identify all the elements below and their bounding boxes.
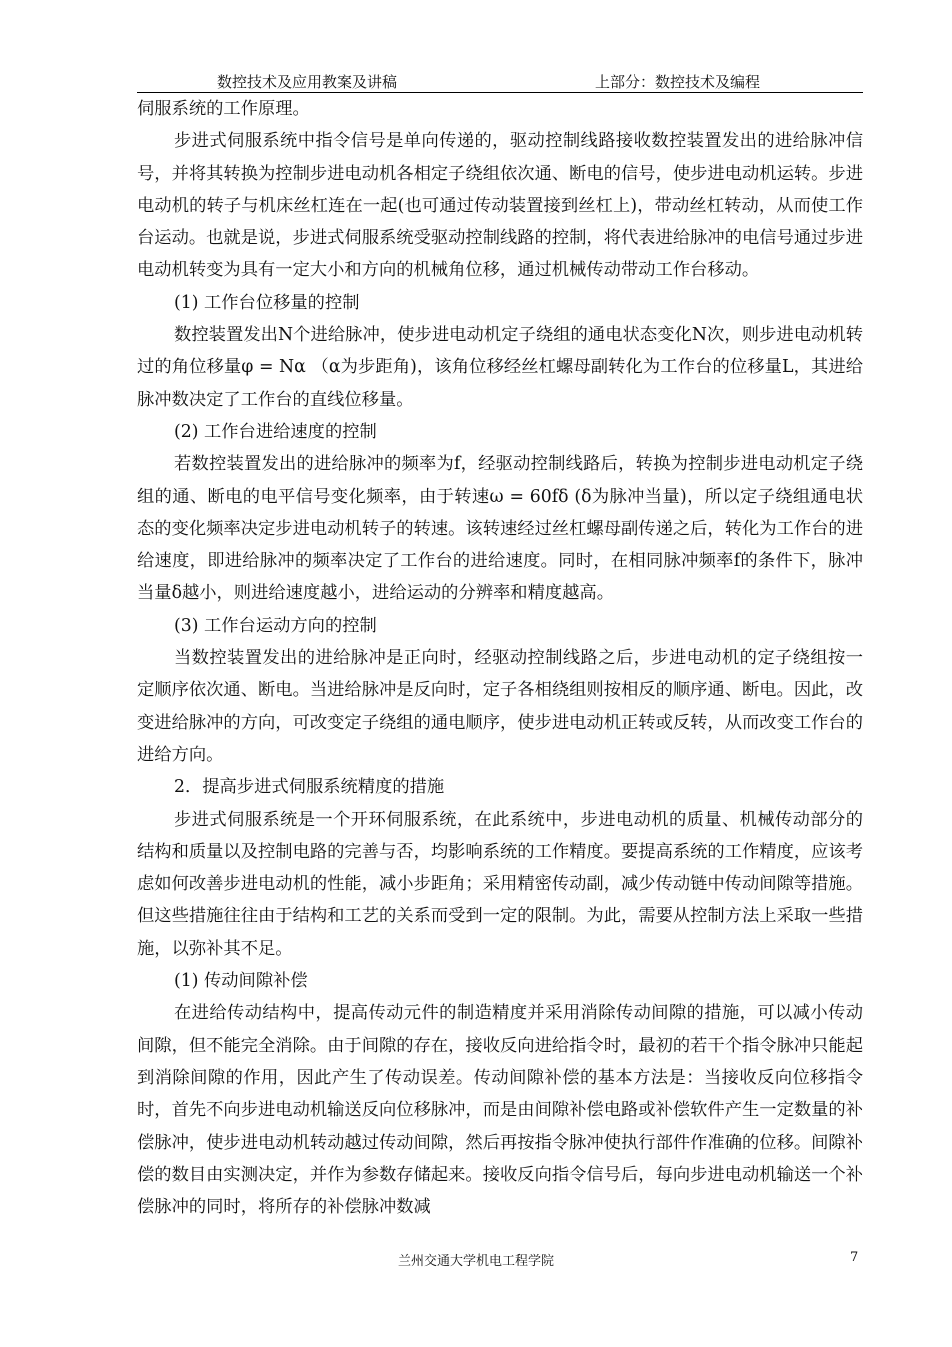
paragraph: 当数控装置发出的进给脉冲是正向时，经驱动控制线路之后，步进电动机的定子绕组按一定顺序依次通、断电。当进给脉冲是反向时，定子各相绕组则按相反的顺序通、断电。因此，改变进给脉冲的方向，可改变定子绕组的通电顺序，使步进电动机正转或反转，从而改变工作台的进给方向。 [137, 648, 863, 765]
header-section-title: 上部分：数控技术及编程 [595, 73, 761, 91]
paragraph: 步进式伺服系统是一个开环伺服系统，在此系统中，步进电动机的质量、机械传动部分的结构和质量以及控制电路的完善与否，均影响系统的工作精度。要提高系统的工作精度，应该考虑如何改善步进电动机的性能，减小步距角；采用精密传动副，减少传动链中传动间隙等措施。但这些措施往往由于结构和工艺的关系而受到一定的限制。为此，需要从控制方法上采取一些措施，以弥补其不足。 [137, 809, 863, 959]
section-heading: 2．提高步进式伺服系统精度的措施 [174, 777, 445, 798]
subheading: (1) 传动间隙补偿 [174, 971, 308, 992]
footer-institution: 兰州交通大学机电工程学院 [397, 1254, 554, 1269]
subheading: (2) 工作台进给速度的控制 [174, 421, 377, 442]
paragraph: 在进给传动结构中，提高传动元件的制造精度并采用消除传动间隙的措施，可以减小传动间隙，但不能完全消除。由于间隙的存在，接收反向进给指令时，最初的若干个指令脉冲只能起到消除间隙的作用，因此产生了传动误差。传动间隙补偿的基本方法是：当接收反向位移指令时，首先不向步进电动机输送反向位移脉冲，而是由间隙补偿电路或补偿软件产生一定数量的补偿脉冲，使步进电动机转动越过传动间隙，然后再按指令脉冲使执行部件作准确的位移。间隙补偿的数目由实测决定，并作为参数存储起来。接收反向指令信号后，每向步进电动机输送一个补偿脉冲的同时，将所存的补偿脉冲数减 [137, 1003, 863, 1218]
paragraph: 数控装置发出N个进给脉冲，使步进电动机定子绕组的通电状态变化N次，则步进电动机转过的角位移量φ = Nα （α为步距角)，该角位移经丝杠螺母副转化为工作台的位移量L，其进给脉冲数决定了工作台的直线位移量。 [137, 325, 863, 410]
page-header [137, 70, 863, 93]
page-footer [0, 1250, 952, 1270]
subheading: (3) 工作台运动方向的控制 [174, 615, 377, 636]
page-number: 7 [850, 1250, 859, 1265]
subheading: (1) 工作台位移量的控制 [174, 292, 360, 313]
paragraph: 若数控装置发出的进给脉冲的频率为f，经驱动控制线路后，转换为控制步进电动机定子绕组的通、断电的电平信号变化频率，由于转速ω = 60fδ (δ为脉冲当量)，所以定子绕组通电状态的变化频率决定步进电动机转子的转速。该转速经过丝杠螺母副传递之后，转化为工作台的进给速度，即进给脉冲的频率决定了工作台的进给速度。同时，在相同脉冲频率f的条件下，脉冲当量δ越小，则进给速度越小，进给运动的分辨率和精度越高。 [137, 454, 863, 604]
header-course-title: 数控技术及应用教案及讲稿 [217, 73, 398, 91]
paragraph: 伺服系统的工作原理。 [137, 99, 310, 119]
paragraph: 步进式伺服系统中指令信号是单向传递的，驱动控制线路接收数控装置发出的进给脉冲信号，并将其转换为控制步进电动机各相定子绕组依次通、断电的信号，使步进电动机运转。步进电动机的转子与机床丝杠连在一起(也可通过传动装置接到丝杠上)，带动丝杠转动，从而使工作台运动。也就是说，步进式伺服系统受驱动控制线路的控制，将代表进给脉冲的电信号通过步进电动机转变为具有一定大小和方向的机械角位移，通过机械传动带动工作台移动。 [137, 131, 863, 281]
page-body [137, 93, 863, 1223]
